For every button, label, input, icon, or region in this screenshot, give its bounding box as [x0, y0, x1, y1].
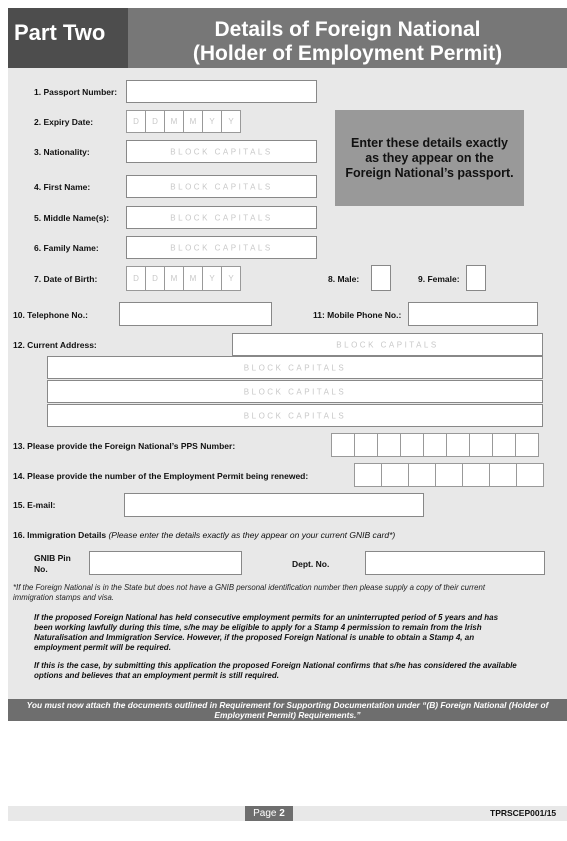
expiry-day-1-cell[interactable]: D — [126, 110, 146, 133]
page-label: Page — [253, 808, 277, 819]
passport-label: 1. Passport Number: — [34, 87, 118, 97]
expiry-year-2-cell[interactable]: Y — [221, 110, 241, 133]
page-number: 2 — [279, 808, 285, 819]
passport-instruction-box — [335, 110, 524, 206]
first-name-field[interactable] — [126, 175, 317, 198]
pps-label: 13. Please provide the Foreign National’s PPS Number: — [13, 441, 236, 451]
permit-number-cell[interactable] — [354, 463, 382, 487]
confirmation-line-1: If this is the case, by submitting this application the proposed Foreign National confirms that s/he has considered the available — [34, 661, 517, 670]
first-name-placeholder: BLOCK CAPITALS — [170, 182, 273, 191]
immigration-heading: 16. Immigration Details — [13, 530, 107, 540]
expiry-day-2-cell[interactable]: D — [145, 110, 165, 133]
pps-cell[interactable] — [377, 433, 401, 457]
mobile-label: 11: Mobile Phone No.: — [313, 310, 402, 320]
family-name-label: 6. Family Name: — [34, 243, 99, 253]
instruction-line-1: Enter these details exactly — [350, 136, 509, 150]
dob-year-2-cell[interactable]: Y — [221, 266, 241, 291]
telephone-label: 10. Telephone No.: — [13, 310, 88, 320]
expiry-month-1-cell[interactable]: M — [164, 110, 184, 133]
email-label: 15. E-mail: — [13, 500, 56, 510]
pps-cell[interactable] — [492, 433, 516, 457]
expiry-month-2-cell[interactable]: M — [183, 110, 203, 133]
passport-field[interactable] — [126, 80, 317, 103]
male-checkbox[interactable] — [371, 265, 391, 291]
address-line-3-placeholder: BLOCK CAPITALS — [243, 387, 347, 396]
section-title-line-2: (Holder of Employment Permit) — [192, 42, 503, 65]
gnib-footnote-line-1: *If the Foreign National is in the State but does not have a GNIB personal identification number then please supply a copy of their current — [13, 583, 485, 592]
pps-cell[interactable] — [515, 433, 539, 457]
nationality-field[interactable] — [126, 140, 317, 163]
middle-names-label: 5. Middle Name(s): — [34, 213, 110, 223]
immigration-instruction: (Please enter the details exactly as they appear on your current GNIB card*) — [108, 530, 396, 540]
middle-names-placeholder: BLOCK CAPITALS — [170, 213, 273, 222]
confirmation-paragraph — [34, 661, 559, 681]
first-name-label: 4. First Name: — [34, 182, 91, 192]
instruction-line-2: as they appear on the — [365, 151, 494, 165]
email-field[interactable] — [124, 493, 424, 517]
pps-cell[interactable] — [331, 433, 355, 457]
stamp4-line-2: been working lawfully during this time, s/he may be eligible to apply for a Stamp 4 permission to remain from the Irish — [34, 623, 482, 632]
address-line-4-field[interactable] — [47, 404, 543, 427]
pps-field[interactable] — [331, 433, 538, 457]
family-name-field[interactable] — [126, 236, 317, 259]
gnib-pin-label-line-2: No. — [34, 564, 48, 574]
dob-year-1-cell[interactable]: Y — [202, 266, 222, 291]
stamp4-line-3: Naturalisation and Immigration Service. However, if the proposed Foreign National is unable to obtain a Stamp 4, an — [34, 633, 475, 642]
middle-names-field[interactable] — [126, 206, 317, 229]
confirmation-line-2: options and believes that an employment permit is still required. — [34, 671, 279, 680]
male-label: 8. Male: — [328, 274, 360, 284]
dob-month-1-cell[interactable]: M — [164, 266, 184, 291]
part-label: Part Two — [8, 8, 128, 68]
gnib-footnote — [13, 583, 558, 603]
permit-number-label: 14. Please provide the number of the Employment Permit being renewed: — [13, 471, 309, 481]
telephone-field[interactable] — [119, 302, 272, 326]
instruction-line-3: Foreign National’s passport. — [345, 166, 514, 180]
stamp4-line-1: If the proposed Foreign National has held consecutive employment permits for an uninterrupted period of 5 years and has — [34, 613, 499, 622]
pps-cell[interactable] — [400, 433, 424, 457]
expiry-label: 2. Expiry Date: — [34, 117, 94, 127]
dob-field[interactable] — [126, 266, 240, 291]
address-label: 12. Current Address: — [13, 340, 97, 350]
nationality-placeholder: BLOCK CAPITALS — [170, 147, 273, 156]
form-code: TPRSCEP001/15 — [490, 808, 557, 818]
dob-month-2-cell[interactable]: M — [183, 266, 203, 291]
nationality-label: 3. Nationality: — [34, 147, 90, 157]
permit-number-cell[interactable] — [462, 463, 490, 487]
immigration-label — [13, 530, 395, 540]
banner-line-1: You must now attach the documents outlined in Requirement for Supporting Documentation under “(B) Foreign National (Holder of — [26, 700, 549, 710]
gnib-pin-field[interactable] — [89, 551, 242, 575]
expiry-date-field[interactable] — [126, 110, 240, 133]
supporting-documents-banner — [8, 699, 567, 721]
family-name-placeholder: BLOCK CAPITALS — [170, 243, 273, 252]
pps-cell[interactable] — [354, 433, 378, 457]
permit-number-field[interactable] — [354, 463, 543, 487]
address-line-4-placeholder: BLOCK CAPITALS — [243, 411, 347, 420]
stamp4-paragraph — [34, 613, 559, 653]
section-title — [128, 18, 567, 66]
female-label: 9. Female: — [418, 274, 460, 284]
address-line-3-field[interactable] — [47, 380, 543, 403]
permit-number-cell[interactable] — [381, 463, 409, 487]
dob-label: 7. Date of Birth: — [34, 274, 98, 284]
address-line-1-placeholder: BLOCK CAPITALS — [336, 340, 439, 349]
section-title-line-1: Details of Foreign National — [214, 18, 481, 41]
address-line-1-field[interactable] — [232, 333, 543, 356]
gnib-footnote-line-2: immigration stamps and visa. — [13, 593, 114, 602]
mobile-field[interactable] — [408, 302, 538, 326]
gnib-pin-label-line-1: GNIB Pin — [34, 553, 71, 563]
dob-day-1-cell[interactable]: D — [126, 266, 146, 291]
pps-cell[interactable] — [423, 433, 447, 457]
permit-number-cell[interactable] — [489, 463, 517, 487]
address-line-2-field[interactable] — [47, 356, 543, 379]
expiry-year-1-cell[interactable]: Y — [202, 110, 222, 133]
gnib-pin-label — [34, 553, 71, 575]
page-number-box — [245, 806, 293, 821]
permit-number-cell[interactable] — [435, 463, 463, 487]
banner-line-2: Employment Permit) Requirements.” — [214, 710, 361, 720]
address-line-2-placeholder: BLOCK CAPITALS — [243, 363, 347, 372]
stamp4-line-4: employment permit will be required. — [34, 643, 171, 652]
section-header — [8, 8, 567, 68]
female-checkbox[interactable] — [466, 265, 486, 291]
dob-day-2-cell[interactable]: D — [145, 266, 165, 291]
pps-cell[interactable] — [469, 433, 493, 457]
permit-number-cell[interactable] — [408, 463, 436, 487]
pps-cell[interactable] — [446, 433, 470, 457]
dept-no-field[interactable] — [365, 551, 545, 575]
dept-no-label: Dept. No. — [292, 559, 330, 569]
permit-number-cell[interactable] — [516, 463, 544, 487]
